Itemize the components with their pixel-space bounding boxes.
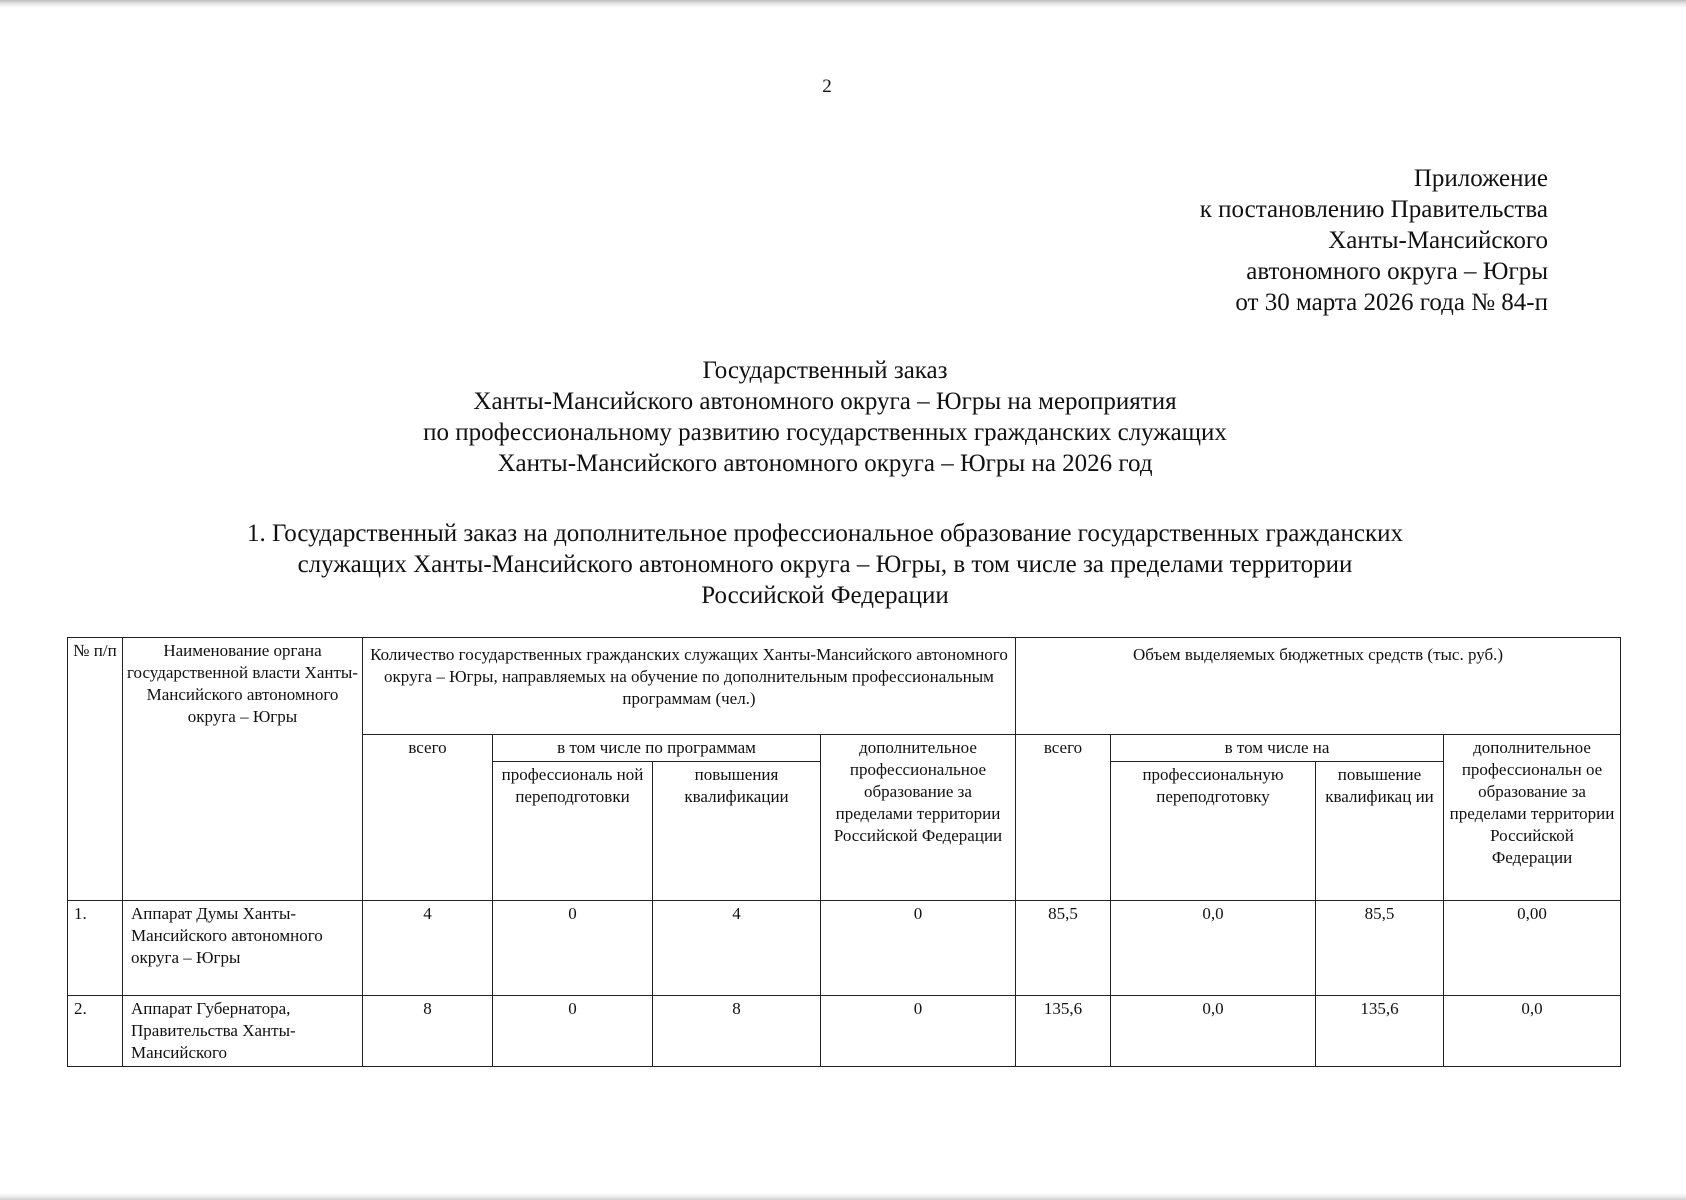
header-num: № п/п	[68, 638, 123, 901]
header-budget-total: всего	[1016, 735, 1111, 901]
header-budget-qualification: повышение квалификац ии	[1316, 762, 1444, 901]
table-row	[68, 901, 1621, 996]
header-count-qualification: повышения квалификации	[653, 762, 821, 901]
header-budget-retraining: профессиональную переподготовку	[1111, 762, 1316, 901]
state-order-table	[67, 637, 1621, 1067]
row-count-qualification: 4	[653, 901, 821, 996]
row-budget-abroad: 0,00	[1444, 901, 1621, 996]
appendix-line: от 30 марта 2026 года № 84-п	[1235, 289, 1548, 316]
section-title-line: 1. Государственный заказ на дополнительное профессиональное образование государственных гражданских	[247, 520, 1403, 547]
row-count-total: 8	[363, 996, 493, 1067]
row-budget-total: 135,6	[1016, 996, 1111, 1067]
header-budget-including: в том числе на	[1111, 735, 1444, 762]
scan-edge-top	[0, 0, 1686, 8]
section-title-line: Российской Федерации	[701, 582, 949, 609]
title-line: Ханты-Мансийского автономного округа – Югры на мероприятия	[473, 388, 1177, 415]
header-count-abroad: дополнительное профессиональное образование за пределами территории Российской Федерации	[821, 735, 1016, 901]
scan-edge-bottom	[0, 1193, 1686, 1200]
row-count-qualification: 8	[653, 996, 821, 1067]
section-title-line: служащих Ханты-Мансийского автономного округа – Югры, в том числе за пределами территории	[297, 551, 1353, 578]
appendix-line: Приложение	[1413, 165, 1548, 192]
document-title	[0, 355, 1650, 479]
title-line: Ханты-Мансийского автономного округа – Югры на 2026 год	[497, 450, 1153, 477]
header-budget-group: Объем выделяемых бюджетных средств (тыс. руб.)	[1016, 638, 1621, 735]
header-count-retraining: профессиональ ной переподготовки	[493, 762, 653, 901]
header-budget-abroad: дополнительное профессиональн ое образование за пределами территории Российской Федерации	[1444, 735, 1621, 901]
row-count-retraining: 0	[493, 996, 653, 1067]
row-budget-abroad: 0,0	[1444, 996, 1621, 1067]
appendix-line: Ханты-Мансийского	[1328, 227, 1548, 254]
row-budget-retraining: 0,0	[1111, 901, 1316, 996]
header-org: Наименование органа государственной власти Ханты-Мансийского автономного округа – Югры	[123, 638, 363, 901]
row-count-total: 4	[363, 901, 493, 996]
title-line: Государственный заказ	[702, 357, 948, 384]
row-count-abroad: 0	[821, 901, 1016, 996]
row-count-abroad: 0	[821, 996, 1016, 1067]
row-num: 1.	[68, 901, 123, 996]
row-count-retraining: 0	[493, 901, 653, 996]
appendix-block	[1200, 163, 1548, 318]
table-row	[68, 996, 1621, 1067]
header-count-programs: в том числе по программам	[493, 735, 821, 762]
row-org: Аппарат Думы Ханты-Мансийского автономного округа – Югры	[123, 901, 363, 996]
section-title	[0, 518, 1650, 611]
row-budget-qualification: 85,5	[1316, 901, 1444, 996]
row-budget-total: 85,5	[1016, 901, 1111, 996]
header-count-group: Количество государственных гражданских служащих Ханты-Мансийского автономного округа – Югры, направляемых на обучение по дополнительным профессиональным программам (чел.)	[363, 638, 1016, 735]
title-line: по профессиональному развитию государственных гражданских служащих	[423, 419, 1227, 446]
row-num: 2.	[68, 996, 123, 1067]
row-org: Аппарат Губернатора, Правительства Ханты-Мансийского	[123, 996, 363, 1067]
appendix-line: к постановлению Правительства	[1199, 196, 1548, 223]
appendix-line: автономного округа – Югры	[1246, 258, 1548, 285]
row-budget-qualification: 135,6	[1316, 996, 1444, 1067]
header-count-total: всего	[363, 735, 493, 901]
row-budget-retraining: 0,0	[1111, 996, 1316, 1067]
page-number: 2	[822, 76, 832, 97]
